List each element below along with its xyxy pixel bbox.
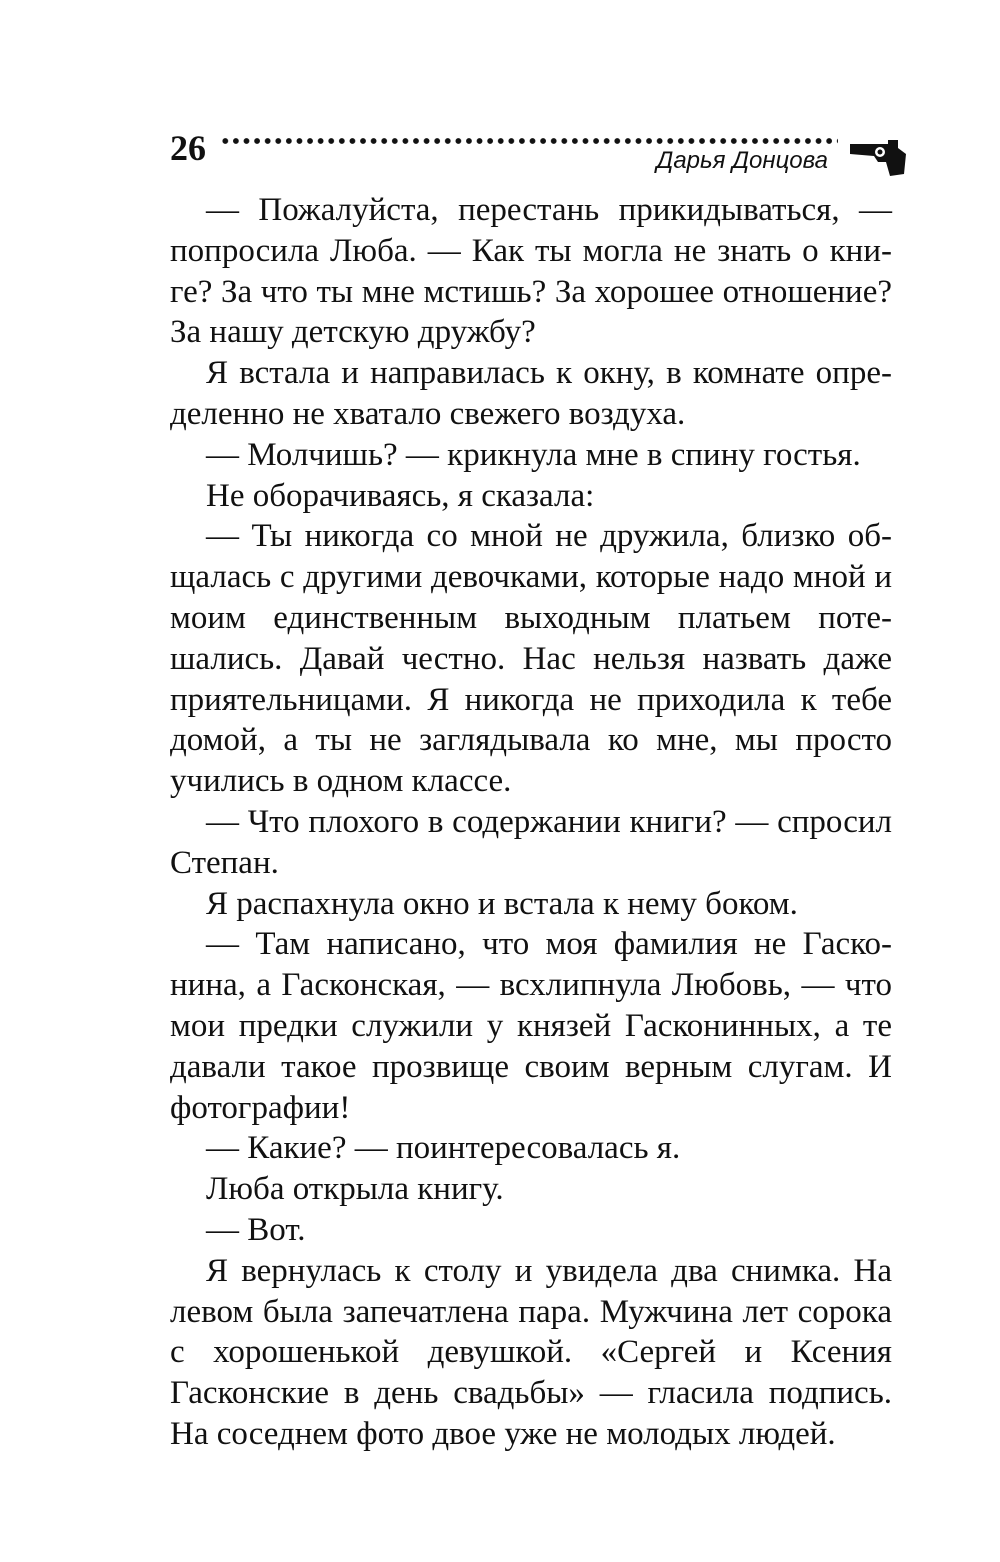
- body-text: [170, 190, 892, 1455]
- paragraph: — Какие? — поинтересовалась я.: [206, 1130, 681, 1167]
- page-number: 26: [170, 128, 206, 168]
- page-header: [170, 118, 910, 188]
- revolver-icon: [846, 128, 910, 180]
- paragraph: — Пожалуйста, перестань прикидываться, — попросила Люба. — Как ты могла не знать о книге? За что ты мне мстишь? За хорошее отношение? За нашу детскую дружбу?: [170, 192, 892, 351]
- paragraph: — Вот.: [206, 1211, 306, 1248]
- paragraph: — Там написано, что моя фамилия не Гасконина, а Гасконская, — всхлипнула Любовь, — что мои предки служили у князей Гасконинных, а те давали такое прозвище своим верным слугам. И фотографии!: [170, 926, 892, 1126]
- paragraph: Я распахнула окно и встала к нему боком.: [206, 885, 798, 922]
- dotted-leader: [220, 136, 838, 146]
- paragraph: — Молчишь? — крикнула мне в спину гостья.: [206, 436, 861, 473]
- paragraph: Я встала и направилась к окну, в комнате определенно не хватало свежего воздуха.: [170, 355, 892, 432]
- paragraph: Люба открыла книгу.: [206, 1171, 504, 1208]
- paragraph: — Что плохого в содержании книги? — спросил Степан.: [170, 803, 892, 881]
- paragraph: — Ты никогда со мной не дружила, близко общалась с другими девочками, которые надо мной и моим единственным выходным платьем потешались. Давай честно. Нас нельзя назвать даже приятельницами. Я никогда не приходила к тебе домой, а ты не заглядывала ко мне, мы просто учились в одном классе.: [170, 518, 892, 800]
- author-name: Дарья Донцова: [656, 147, 828, 174]
- paragraph: Не оборачиваясь, я сказала:: [206, 477, 595, 514]
- paragraph: Я вернулась к столу и увидела два снимка. На левом была запечатлена пара. Мужчина лет сорока с хорошенькой девушкой. «Сергей и Ксения Гасконские в день свадьбы» — гласила подпись. На соседнем фото двое уже не молодых людей.: [170, 1252, 892, 1452]
